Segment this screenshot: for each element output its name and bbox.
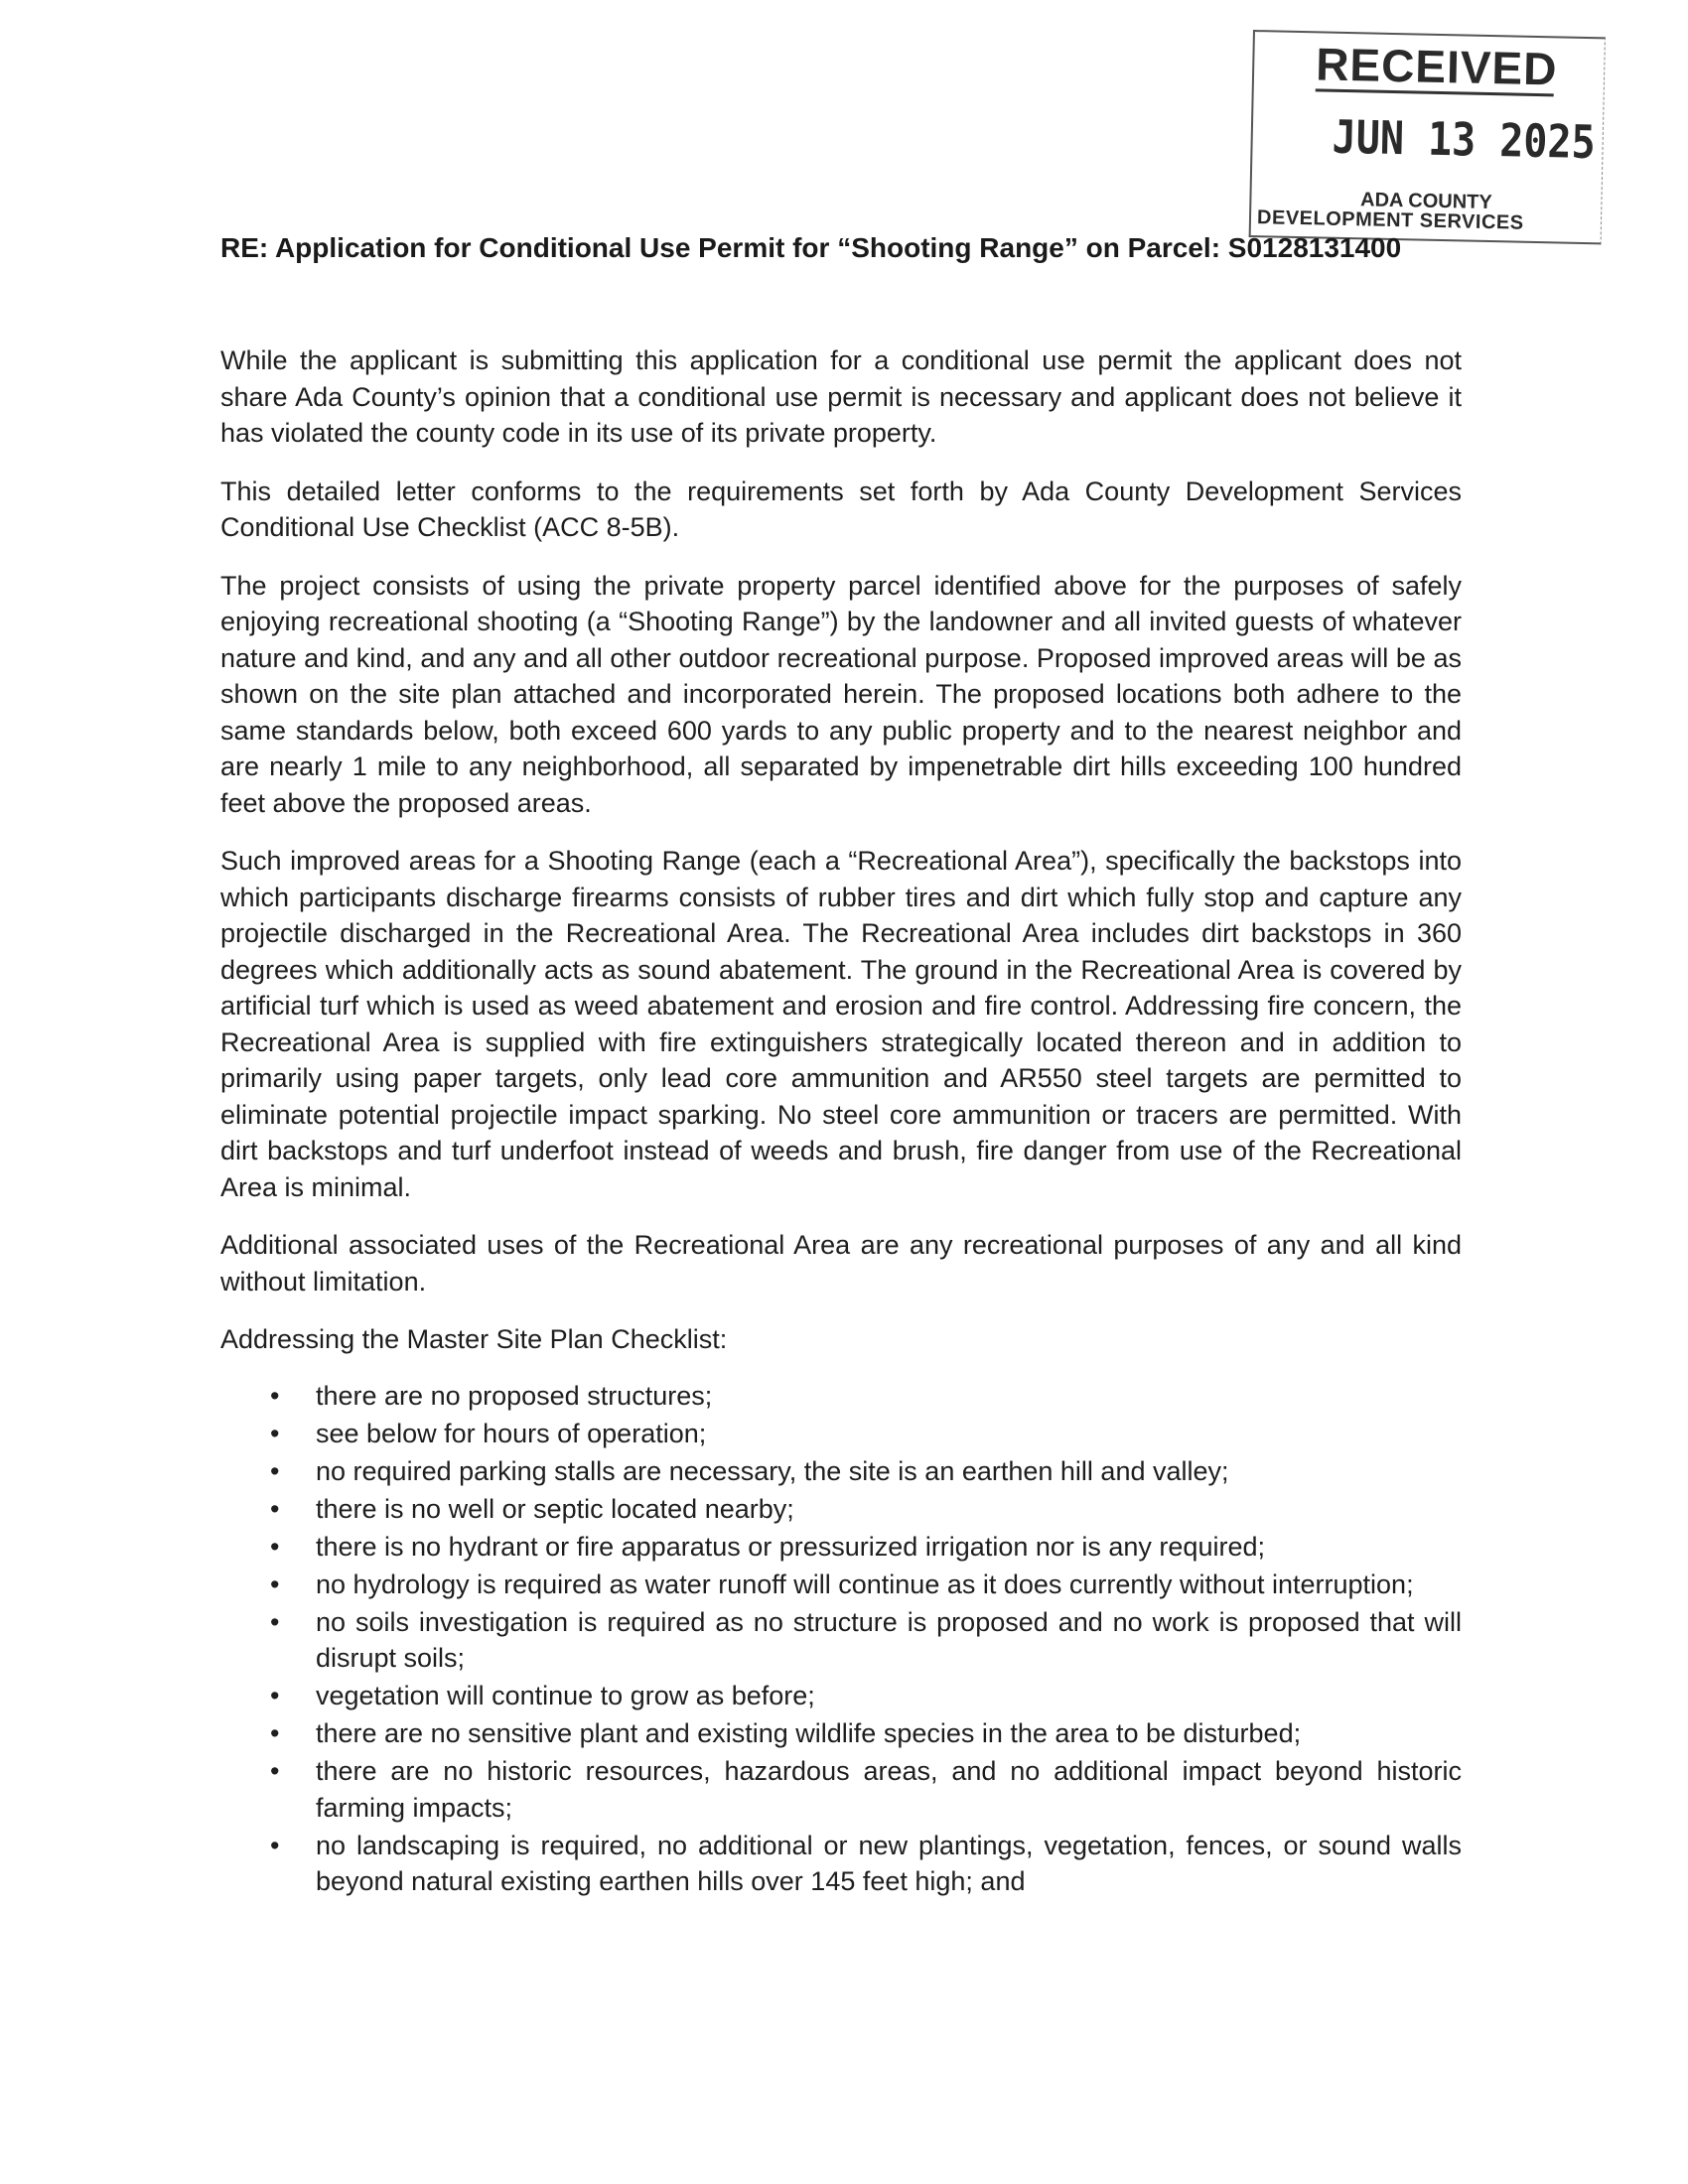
list-item-text: vegetation will continue to grow as before; [316, 1681, 815, 1710]
list-item [220, 1678, 1462, 1714]
list-item [220, 1529, 1462, 1566]
list-item [220, 1453, 1462, 1490]
bullet: • [270, 1455, 280, 1486]
paragraph: Such improved areas for a Shooting Range (each a “Recreational Area”), specifically the backstops into which participants discharge firearms consists of rubber tires and dirt which fully stop and capture any projectile discharged in the Recreational Area. The Recreational Area includes dirt backstops in 360 degrees which additionally acts as sound abatement. The ground in the Recreational Area is covered by artificial turf which is used as weed abatement and erosion and fire control. Addressing fire concern, the Recreational Area is supplied with fire extinguishers strategically located thereon and in addition to primarily using paper targets, only lead core ammunition and AR550 steel targets are permitted to eliminate potential projectile impact sparking. No steel core ammunition or tracers are permitted. With dirt backstops and turf underfoot instead of weeds and brush, fire danger from use of the Recreational Area is minimal. [220, 846, 1462, 1202]
bullet: • [270, 1418, 280, 1448]
bullet: • [270, 1756, 280, 1786]
list-item-text: there are no proposed structures; [316, 1380, 713, 1411]
list-item-text: there is no well or septic located nearby; [316, 1493, 794, 1524]
list-item [220, 1491, 1462, 1528]
list-item [220, 1604, 1462, 1677]
paragraph: Additional associated uses of the Recreational Area are any recreational purposes of any and all kind without limitation. [220, 1230, 1462, 1297]
stamp-title: RECEIVED [1315, 38, 1558, 95]
paragraph: This detailed letter conforms to the requirements set forth by Ada County Development Services Conditional Use Checklist (ACC 8-5B). [220, 476, 1462, 542]
bullet: • [270, 1569, 280, 1599]
stamp-date: JUN 13 2025 [1332, 111, 1597, 170]
list-item-text: no required parking stalls are necessary, the site is an earthen hill and valley; [316, 1455, 1229, 1486]
bullet: • [270, 1606, 280, 1637]
bullet: • [270, 1380, 280, 1411]
checklist [220, 1378, 1462, 1900]
subject-line: RE: Application for Conditional Use Permit for “Shooting Range” on Parcel: S0128131400 [220, 232, 1402, 263]
list-item [220, 1753, 1462, 1826]
paragraph: The project consists of using the private property parcel identified above for the purposes of safely enjoying recreational shooting (a “Shooting Range”) by the landowner and all invited guests of whatever nature and kind, and any and all other outdoor recreational purpose. Proposed improved areas will be as shown on the site plan attached and incorporated herein. The proposed locations both adhere to the same standards below, both exceed 600 yards to any public property and to the nearest neighbor and are nearly 1 mile to any neighborhood, all separated by impenetrable dirt hills exceeding 100 hundred feet above the proposed areas. [220, 570, 1462, 818]
list-item-text: there are no historic resources, hazardous areas, and no additional impact beyond historic farming impacts; [316, 1756, 1462, 1823]
list-item [220, 1828, 1462, 1900]
stamp-department: DEVELOPMENT SERVICES [1256, 206, 1524, 234]
list-item [220, 1567, 1462, 1603]
list-item-text: there is no hydrant or fire apparatus or pressurized irrigation nor is any required; [316, 1531, 1265, 1562]
list-item-text: there are no sensitive plant and existing wildlife species in the area to be disturbed; [316, 1718, 1302, 1748]
list-item [220, 1378, 1462, 1415]
list-item-text: no soils investigation is required as no structure is proposed and no work is proposed that will disrupt soils; [316, 1606, 1462, 1673]
list-item-text: no hydrology is required as water runoff will continue as it does currently without interruption; [316, 1569, 1414, 1599]
list-item-text: no landscaping is required, no additional or new plantings, vegetation, fences, or sound walls beyond natural existing earthen hills over 145 feet high; and [316, 1830, 1462, 1896]
checklist-intro: Addressing the Master Site Plan Checklist: [220, 1324, 728, 1354]
bullet: • [270, 1493, 280, 1524]
received-stamp [1249, 30, 1606, 244]
bullet: • [270, 1531, 280, 1562]
bullet: • [270, 1681, 280, 1710]
list-item [220, 1416, 1462, 1452]
paragraph: While the applicant is submitting this application for a conditional use permit the applicant does not share Ada County’s opinion that a conditional use permit is necessary and applicant does not believe it has violated the county code in its use of its private property. [220, 345, 1462, 448]
bullet: • [270, 1830, 280, 1860]
list-item [220, 1715, 1462, 1752]
bullet: • [270, 1718, 280, 1748]
stamp-county: ADA COUNTY [1359, 189, 1492, 214]
letter-body [220, 342, 1462, 1901]
list-item-text: see below for hours of operation; [316, 1418, 707, 1448]
